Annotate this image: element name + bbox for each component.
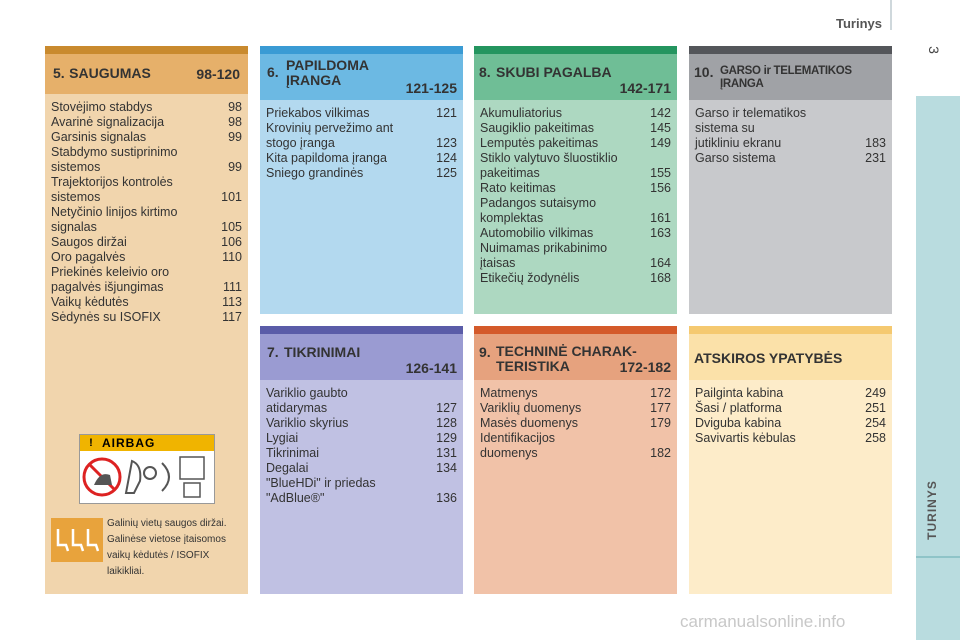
toc-entry[interactable]: [480, 401, 671, 416]
toc-entry-title: Identifikacijos duomenys: [480, 431, 556, 460]
section-entries: [689, 380, 892, 594]
toc-entry-title: Degalai: [266, 461, 309, 475]
toc-entry[interactable]: [695, 386, 886, 401]
toc-entry-page: 179: [650, 416, 671, 430]
entry-list: [480, 106, 671, 286]
toc-entry-title: Trajektorijos kontrolės sistemos: [51, 175, 173, 204]
section-header[interactable]: [689, 334, 892, 380]
safety-pictograms: [45, 322, 248, 594]
toc-entry-title: "BlueHDi" ir priedas "AdBlue®": [266, 476, 376, 505]
toc-entry-page: 258: [865, 431, 886, 445]
toc-entry-title: Sniego grandinės: [266, 166, 364, 180]
toc-entry-page: 182: [650, 446, 671, 460]
section-entries: [260, 100, 463, 314]
section-color-bar: [689, 326, 892, 334]
section-color-bar: [260, 326, 463, 334]
section-color-bar: [260, 46, 463, 54]
toc-entry[interactable]: [51, 175, 242, 205]
toc-entry[interactable]: [51, 130, 242, 145]
toc-entry-page: 251: [865, 401, 886, 415]
child-seats-icon: [54, 525, 100, 555]
section-page-range: 98-120: [196, 66, 240, 82]
toc-entry-title: Automobilio vilkimas: [480, 226, 594, 240]
section-title: TIKRINIMAI: [284, 344, 361, 360]
toc-entry[interactable]: [266, 386, 457, 416]
isofix-note: Galinių vietų saugos diržai. Galinėse vietose įtaisomos vaikų kėdutės / ISOFIX laikikliai.: [107, 518, 227, 577]
toc-entry[interactable]: [695, 151, 886, 166]
watermark: carmanualsonline.info: [680, 612, 846, 631]
toc-entry[interactable]: [480, 106, 671, 121]
section-page-range: 142-171: [619, 80, 671, 96]
toc-entry[interactable]: [266, 446, 457, 461]
toc-entry-title: Priekinės keleivio oro pagalvės išjungimas: [51, 265, 170, 294]
toc-entry-page: 98: [228, 115, 242, 129]
toc-entry-title: Oro pagalvės: [51, 250, 126, 264]
toc-entry-page: 183: [865, 136, 886, 150]
toc-entry[interactable]: [480, 226, 671, 241]
section-title: SKUBI PAGALBA: [496, 64, 612, 80]
toc-entry[interactable]: [266, 476, 457, 506]
airbag-pictogram-icon: [80, 451, 214, 503]
toc-entry-page: 142: [650, 106, 671, 120]
section-title: ATSKIROS YPATYBĖS: [694, 350, 843, 366]
toc-entry-title: Avarinė signalizacija: [51, 115, 165, 129]
toc-entry-page: 123: [436, 136, 457, 150]
toc-entry[interactable]: [480, 386, 671, 401]
toc-entry-page: 117: [222, 310, 242, 324]
toc-entry-page: 129: [436, 431, 457, 445]
side-tab-line: [916, 556, 960, 558]
toc-entry[interactable]: [480, 121, 671, 136]
toc-entry-title: Vaikų kėdutės: [51, 295, 129, 309]
section-number: 5.: [53, 65, 65, 81]
toc-entry[interactable]: [695, 106, 886, 151]
airbag-label-strip: [80, 435, 214, 451]
section-atskiros-ypatybes: [689, 326, 892, 594]
toc-entry-page: 172: [650, 386, 671, 400]
entry-list: [51, 100, 242, 325]
toc-entry-page: 156: [650, 181, 671, 195]
toc-entry[interactable]: [266, 416, 457, 431]
toc-entry-title: Garso sistema: [695, 151, 776, 165]
toc-entry-page: 163: [650, 226, 671, 240]
section-page-range: 172-182: [619, 359, 671, 375]
toc-entry-page: 121: [436, 106, 457, 120]
section-page-range: 126-141: [405, 360, 457, 376]
toc-entry[interactable]: [51, 205, 242, 235]
toc-entry-page: 124: [436, 151, 457, 165]
section-header[interactable]: [260, 54, 463, 100]
toc-entry[interactable]: [266, 461, 457, 476]
section-tikrinimai: [260, 326, 463, 594]
toc-entry-title: Priekabos vilkimas: [266, 106, 370, 120]
section-entries: [689, 100, 892, 314]
toc-entry[interactable]: [695, 431, 886, 446]
section-color-bar: [474, 326, 677, 334]
toc-entry[interactable]: [266, 106, 457, 121]
section-header[interactable]: [45, 54, 248, 94]
toc-entry-page: 111: [222, 280, 242, 294]
toc-entry-title: Variklių duomenys: [480, 401, 582, 415]
toc-entry[interactable]: [51, 235, 242, 250]
toc-entry[interactable]: [266, 166, 457, 181]
toc-entry-title: Variklio skyrius: [266, 416, 349, 430]
toc-entry[interactable]: [480, 181, 671, 196]
section-number: 9.: [479, 344, 491, 360]
toc-entry[interactable]: [51, 265, 242, 295]
toc-entry-title: Kita papildoma įranga: [266, 151, 387, 165]
toc-entry[interactable]: [266, 151, 457, 166]
toc-entry[interactable]: [266, 431, 457, 446]
toc-entry-title: Pailginta kabina: [695, 386, 784, 400]
toc-entry-page: 161: [650, 211, 671, 225]
toc-entry-page: 249: [865, 386, 886, 400]
toc-entry-title: Netyčinio linijos kirtimo signalas: [51, 205, 178, 234]
toc-entry-page: 101: [221, 190, 242, 204]
section-header[interactable]: [260, 334, 463, 380]
entry-list: [266, 386, 457, 506]
toc-entry-page: 98: [228, 100, 242, 114]
section-title: PAPILDOMA ĮRANGA: [286, 57, 369, 88]
toc-entry-page: 155: [650, 166, 671, 180]
section-title: SAUGUMAS: [69, 65, 151, 81]
toc-entry[interactable]: [480, 196, 671, 226]
toc-entry[interactable]: [480, 271, 671, 286]
toc-entry-title: Nuimamas prikabinimo įtaisas: [480, 241, 608, 270]
section-garso-telematikos: [689, 46, 892, 314]
toc-entry-title: Variklio gaubto atidarymas: [266, 386, 348, 415]
section-title: TECHNINĖ CHARAK- TERISTIKA: [496, 343, 637, 374]
toc-entry-title: Saugos diržai: [51, 235, 127, 249]
page-header-title: Turinys: [836, 16, 882, 31]
entry-list: [695, 106, 886, 166]
toc-entry-title: Garso ir telematikos sistema su jutikliniu ekranu: [695, 106, 807, 150]
entry-list: [480, 386, 671, 461]
section-entries: [260, 380, 463, 594]
toc-entry-title: Saugiklio pakeitimas: [480, 121, 594, 135]
toc-entry[interactable]: [51, 100, 242, 115]
section-header[interactable]: [474, 334, 677, 380]
toc-entry-title: Šasi / platforma: [695, 401, 782, 415]
toc-entry-page: 131: [436, 446, 457, 460]
toc-entry-page: 177: [650, 401, 671, 415]
toc-entry-page: 128: [436, 416, 457, 430]
toc-entry-page: 106: [221, 235, 242, 249]
toc-entry-title: Akumuliatorius: [480, 106, 562, 120]
toc-entry-page: 145: [650, 121, 671, 135]
toc-entry-title: Stovėjimo stabdys: [51, 100, 153, 114]
section-papildoma-iranga: [260, 46, 463, 314]
entry-list: [695, 386, 886, 446]
toc-entry-page: 127: [436, 401, 457, 415]
section-number: 8.: [479, 64, 491, 80]
toc-entry-title: Matmenys: [480, 386, 538, 400]
toc-entry-page: 99: [228, 160, 242, 174]
toc-entry-title: Tikrinimai: [266, 446, 320, 460]
section-number: 7.: [267, 344, 279, 360]
toc-entry-title: Sėdynės su ISOFIX: [51, 310, 161, 324]
section-color-bar: [689, 46, 892, 54]
warning-triangle-icon: !: [89, 437, 93, 449]
toc-entry-page: 113: [222, 295, 242, 309]
toc-entry-title: Padangos sutaisymo komplektas: [480, 196, 597, 225]
toc-entry-title: Stabdymo sustiprinimo sistemos: [51, 145, 178, 174]
toc-entry[interactable]: [695, 401, 886, 416]
toc-entry-title: Dviguba kabina: [695, 416, 782, 430]
toc-entry[interactable]: [480, 151, 671, 181]
toc-entry[interactable]: [266, 121, 457, 151]
toc-entry[interactable]: [480, 241, 671, 271]
toc-entry-title: Lygiai: [266, 431, 299, 445]
toc-entry[interactable]: [51, 295, 242, 310]
toc-entry[interactable]: [51, 250, 242, 265]
toc-entry-title: Krovinių pervežimo ant stogo įranga: [266, 121, 394, 150]
toc-entry-title: Savivartis kėbulas: [695, 431, 796, 445]
side-tab: [916, 96, 960, 640]
toc-entry[interactable]: [480, 431, 671, 461]
toc-entry-page: 99: [228, 130, 242, 144]
airbag-label-text: AIRBAG: [102, 436, 156, 450]
toc-entry[interactable]: [480, 416, 671, 431]
section-page-range: 121-125: [405, 80, 457, 96]
section-entries: [474, 100, 677, 314]
section-header[interactable]: [689, 54, 892, 100]
section-skubi-pagalba: [474, 46, 677, 314]
toc-entry[interactable]: [51, 145, 242, 175]
toc-entry-page: 125: [436, 166, 457, 180]
toc-entry-title: Garsinis signalas: [51, 130, 147, 144]
toc-entry-title: Etikečių žodynėlis: [480, 271, 580, 285]
section-color-bar: [474, 46, 677, 54]
toc-entry-page: 105: [221, 220, 242, 234]
entry-list: [266, 106, 457, 181]
section-entries: [474, 380, 677, 594]
section-title: GARSO ir TELEMATIKOS ĮRANGA: [720, 65, 852, 90]
header-divider: [890, 0, 892, 30]
toc-entry-page: 164: [650, 256, 671, 270]
section-color-bar: [45, 46, 248, 54]
section-technine-charakteristika: [474, 326, 677, 594]
toc-entry-title: Masės duomenys: [480, 416, 578, 430]
section-number: 10.: [694, 64, 714, 80]
toc-entry[interactable]: [480, 136, 671, 151]
toc-entry-page: 110: [222, 250, 242, 264]
toc-entry-title: Lemputės pakeitimas: [480, 136, 599, 150]
toc-entry[interactable]: [51, 115, 242, 130]
toc-entry[interactable]: [695, 416, 886, 431]
page-number: 3: [926, 46, 942, 54]
section-number: 6.: [267, 64, 279, 80]
toc-entry-page: 134: [436, 461, 457, 475]
toc-entry-title: Stiklo valytuvo šluostiklio pakeitimas: [480, 151, 618, 180]
toc-entry-page: 254: [865, 416, 886, 430]
toc-entry-page: 168: [650, 271, 671, 285]
toc-entry-page: 149: [650, 136, 671, 150]
child-seat-isofix-icon: [51, 518, 103, 562]
toc-entry-title: Rato keitimas: [480, 181, 556, 195]
section-header[interactable]: [474, 54, 677, 100]
toc-entry-page: 231: [865, 151, 886, 165]
toc-entry-page: 136: [436, 491, 457, 505]
airbag-warning-label: [79, 434, 215, 504]
side-tab-label: TURINYS: [925, 480, 939, 540]
